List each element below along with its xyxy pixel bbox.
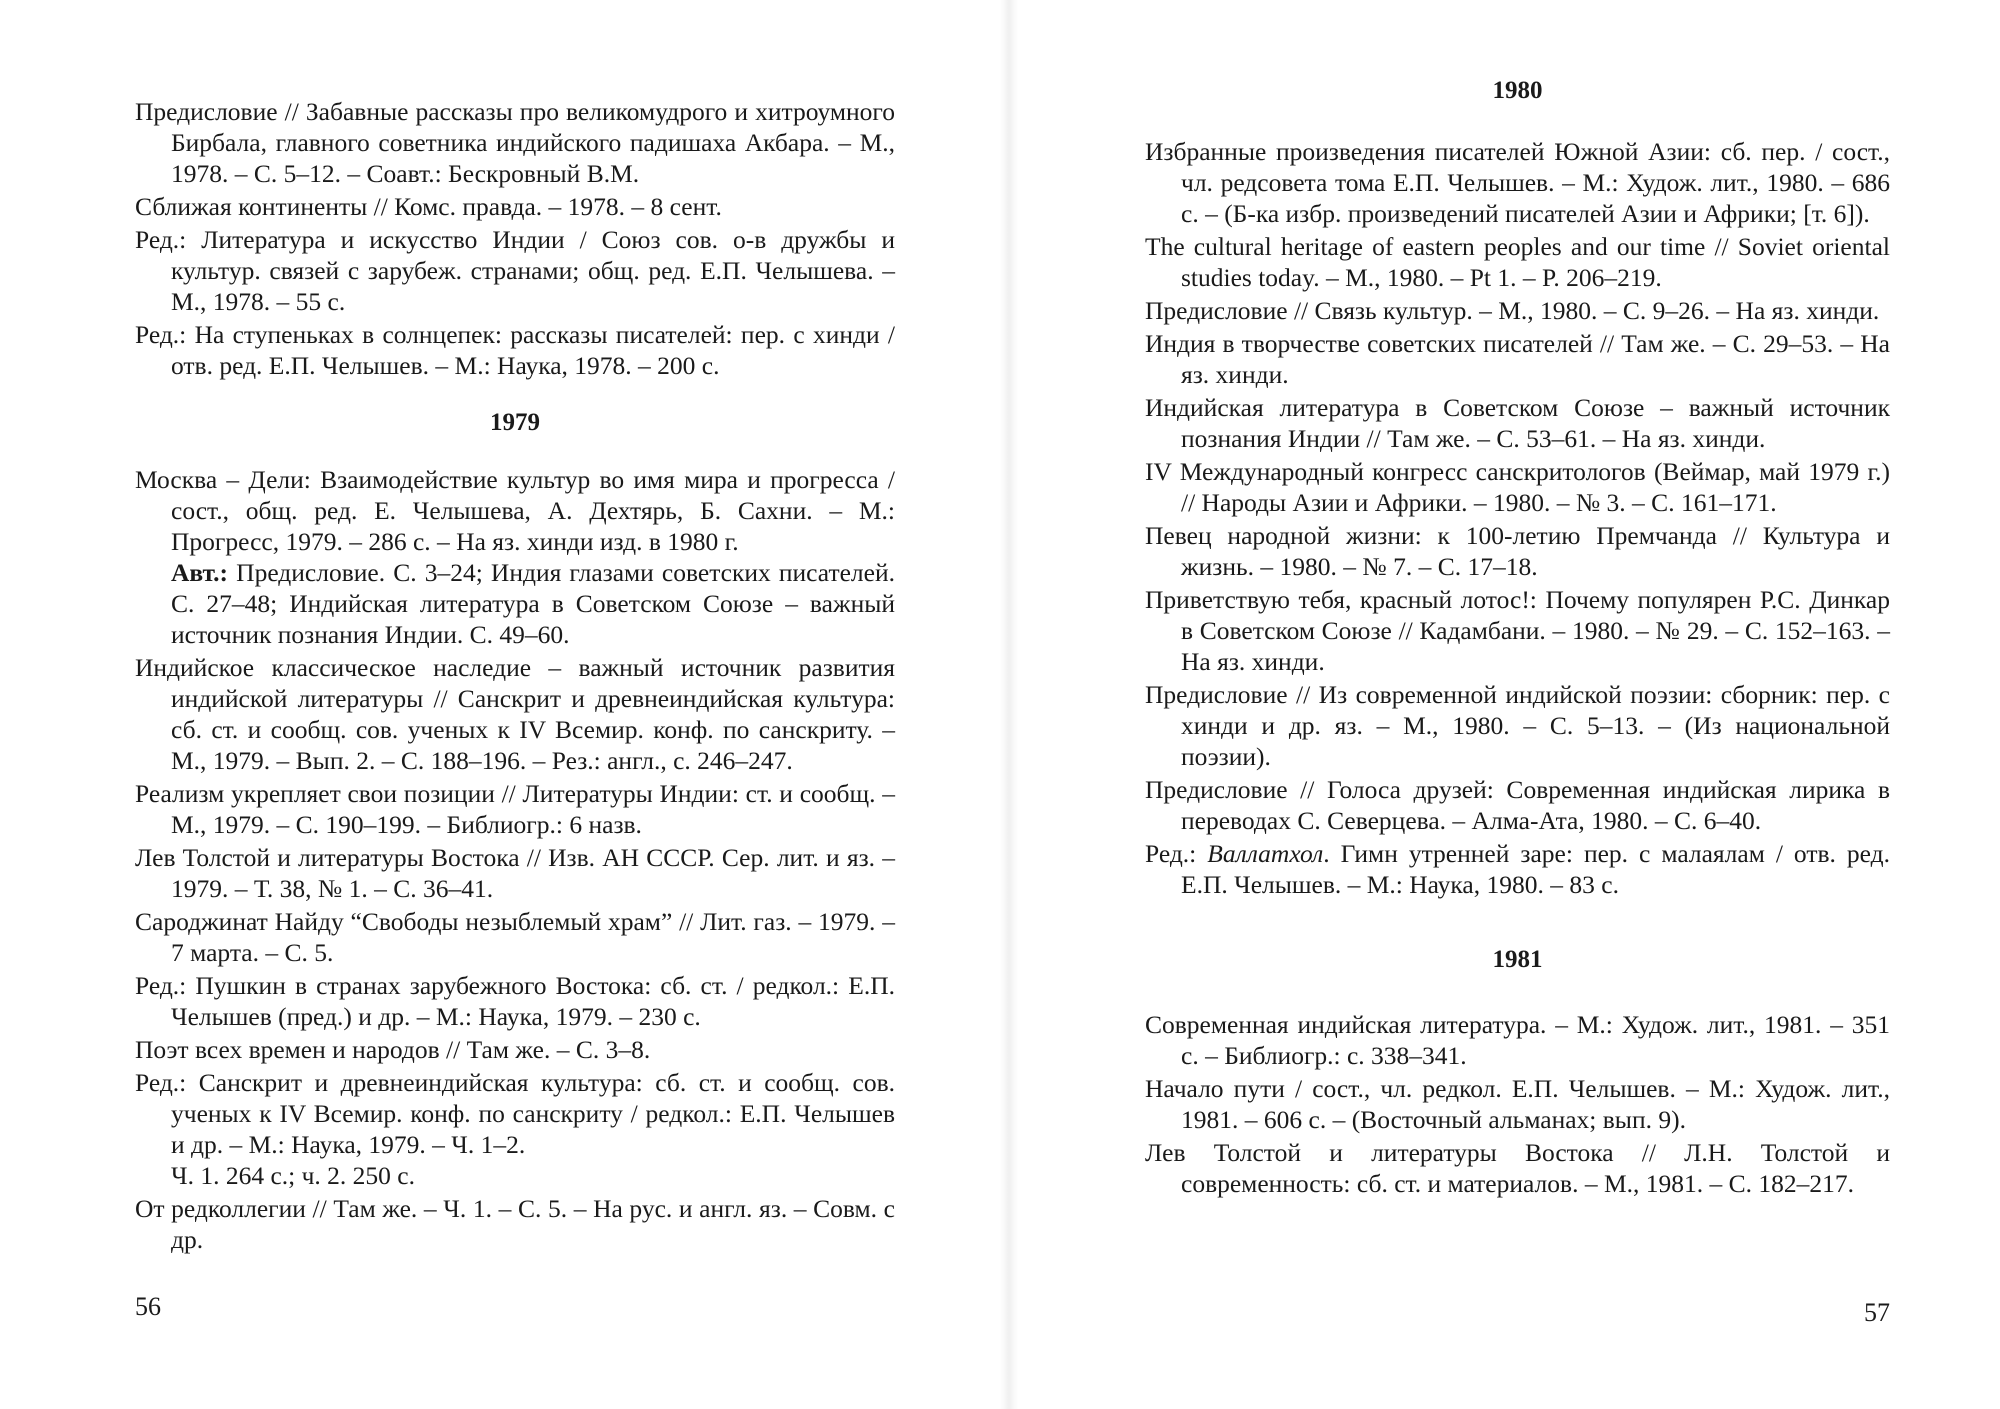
author-italic: Валлатхол xyxy=(1207,839,1324,868)
bib-entry: Индия в творчестве советских писателей // Там же. – С. 29–53. – На яз. хинди. xyxy=(1145,329,1890,389)
bib-entry: Индийская литература в Советском Союзе – важный источник познания Индии // Там же. – С. 53–61. – На яз. хинди. xyxy=(1145,393,1890,453)
bib-entry: Избранные произведения писателей Южной Азии: сб. пер. / сост., чл. редсовета тома Е.П. Челышев. – М.: Худож. лит., 1980. – 686 с. – (Б-ка избр. произведений писателей Азии и Африки; [т. 6]). xyxy=(1145,137,1890,228)
bib-entry: Певец народной жизни: к 100-летию Премчанда // Культура и жизнь. – 1980. – № 7. – С. 17–18. xyxy=(1145,521,1890,581)
bib-entry-vallathol xyxy=(1145,838,1890,900)
bib-entry: Предисловие // Голоса друзей: Современная индийская лирика в переводах С. Северцева. – Алма-Ата, 1980. – С. 6–40. xyxy=(1145,775,1890,835)
bib-entry: Ред.: Литература и искусство Индии / Союз сов. о-в дружбы и культур. связей с зарубеж. странами; общ. ред. Е.П. Челышева. – М., 1978. – 55 с. xyxy=(135,225,895,316)
bib-entry: Поэт всех времен и народов // Там же. – С. 3–8. xyxy=(135,1035,651,1064)
book-gutter xyxy=(1000,0,1018,1409)
bib-entry-moscow-delhi xyxy=(135,464,895,650)
page-number: 57 xyxy=(1864,1298,1890,1327)
bib-entry-sanskrit xyxy=(135,1067,895,1191)
bib-entry: Сароджинат Найду “Свободы незыблемый храм” // Лит. газ. – 1979. – 7 марта. – С. 5. xyxy=(135,907,895,967)
bib-entry: IV Международный конгресс санскритологов (Веймар, май 1979 г.) // Народы Азии и Африки. – 1980. – № 3. – С. 161–171. xyxy=(1145,457,1890,517)
bib-entry: Предисловие // Из современной индийской поэзии: сборник: пер. с хинди и др. яз. – М., 1980. – С. 5–13. – (Из национальной поэзии). xyxy=(1145,680,1890,771)
bib-entry: Сближая континенты // Комс. правда. – 1978. – 8 сент. xyxy=(135,192,722,221)
bib-entry: Начало пути / сост., чл. редкол. Е.П. Челышев. – М.: Худож. лит., 1981. – 606 с. – (Восточный альманах; вып. 9). xyxy=(1145,1074,1890,1134)
year-heading-1980: 1980 xyxy=(1492,77,1543,104)
entry-prefix: Ред.: xyxy=(1145,839,1208,868)
year-heading-1979: 1979 xyxy=(490,409,540,436)
bib-entry: Предисловие // Забавные рассказы про великомудрого и хитроумного Бирбала, главного советника индийского падишаха Акбара. – М., 1978. – С. 5–12. – Соавт.: Бескровный В.М. xyxy=(135,97,895,188)
bib-entry: Ред.: Пушкин в странах зарубежного Востока: сб. ст. / редкол.: Е.П. Челышев (пред.) и др. – М.: Наука, 1979. – 230 с. xyxy=(135,971,895,1031)
page-number: 56 xyxy=(135,1292,161,1321)
bib-entry: Реализм укрепляет свои позиции // Литературы Индии: ст. и сообщ. – М., 1979. – С. 190–199. – Библиогр.: 6 назв. xyxy=(135,779,895,839)
right-page xyxy=(1145,0,1890,1409)
bib-entry: Лев Толстой и литературы Востока // Л.Н. Толстой и современность: сб. ст. и материалов. – М., 1981. – С. 182–217. xyxy=(1145,1138,1890,1198)
entry-sub-text: Ч. 1. 264 с.; ч. 2. 250 с. xyxy=(171,1161,415,1190)
entry-rest: . Гимн утренней заре: пер. с малаялам / отв. ред. Е.П. Челышев. – М.: Наука, 1980. – 83 с. xyxy=(1181,839,1891,899)
bib-entry: Современная индийская литература. – М.: Худож. лит., 1981. – 351 с. – Библиогр.: с. 338–341. xyxy=(1145,1010,1890,1070)
author-note-text: Предисловие. С. 3–24; Индия глазами советских писателей. С. 27–48; Индийская литература в Советском Союзе – важный источник познания Индии. С. 49–60. xyxy=(171,558,895,649)
bib-entry: Лев Толстой и литературы Востока // Изв. АН СССР. Сер. лит. и яз. – 1979. – Т. 38, № 1. – С. 36–41. xyxy=(135,843,895,903)
entry-author-note xyxy=(171,557,895,650)
bib-entry: The cultural heritage of eastern peoples and our time // Soviet oriental studies today. – M., 1980. – Pt 1. – P. 206–219. xyxy=(1145,232,1890,292)
left-page xyxy=(135,0,895,1409)
bib-entry: Приветствую тебя, красный лотос!: Почему популярен Р.С. Динкар в Советском Союзе // Кадамбани. – 1980. – № 29. – С. 152–163. – На яз. хинди. xyxy=(1145,585,1890,676)
bib-entry: От редколлегии // Там же. – Ч. 1. – С. 5. – На рус. и англ. яз. – Совм. с др. xyxy=(135,1194,895,1254)
bib-entry: Индийское классическое наследие – важный источник развития индийской литературы // Санскрит и древнеиндийская культура: сб. ст. и сообщ. сов. ученых к IV Всемир. конф. по санскриту. – М., 1979. – Вып. 2. – С. 188–196. – Рез.: англ., с. 246–247. xyxy=(135,653,895,775)
year-heading-1981: 1981 xyxy=(1492,946,1543,973)
entry-main-text: Ред.: Санскрит и древнеиндийская культура: сб. ст. и сообщ. сов. ученых к IV Всемир. конф. по санскриту / редкол.: Е.П. Челышев и др. – М.: Наука, 1979. – Ч. 1–2. xyxy=(135,1068,895,1159)
bib-entry: Ред.: На ступеньках в солнцепек: рассказы писателей: пер. с хинди / отв. ред. Е.П. Челышев. – М.: Наука, 1978. – 200 с. xyxy=(135,320,895,380)
bib-entry: Предисловие // Связь культур. – М., 1980. – С. 9–26. – На яз. хинди. xyxy=(1145,296,1880,325)
author-label: Авт.: xyxy=(171,558,229,587)
entry-main-text: Москва – Дели: Взаимодействие культур во имя мира и прогресса / сост., общ. ред. Е. Челышева, А. Дехтярь, Б. Сахни. – М.: Прогресс, 1979. – 286 с. – На яз. хинди изд. в 1980 г. xyxy=(135,465,895,556)
